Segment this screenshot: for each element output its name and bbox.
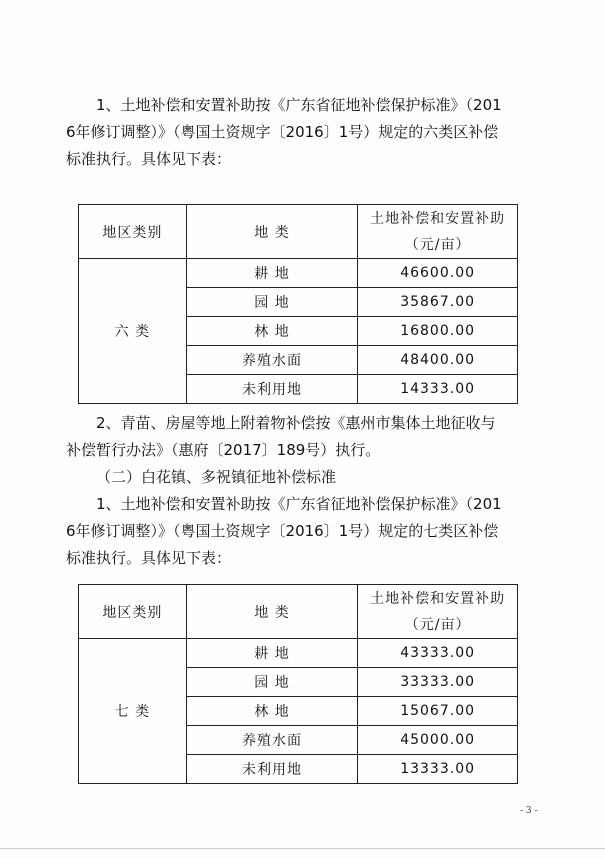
value-cell: 16800.00: [358, 317, 518, 346]
header-landtype: 地 类: [186, 205, 358, 259]
header-landtype: 地 类: [186, 585, 358, 639]
paragraph-line: 标准执行。具体见下表：: [66, 549, 232, 567]
paragraph-line: 补偿暂行办法》（惠府〔2017〕189号）执行。: [66, 441, 381, 459]
page-number: - 3 -: [520, 806, 538, 816]
landtype-cell: 耕 地: [186, 259, 358, 288]
table-header-row: [79, 585, 518, 639]
landtype-cell: 养殖水面: [186, 726, 358, 755]
value-cell: 14333.00: [358, 375, 518, 404]
page-bottom-edge: [0, 848, 605, 849]
header-compensation-title: 土地补偿和安置补助: [370, 590, 506, 607]
paragraph-line: 2、青苗、房屋等地上附着物补偿按《惠州市集体土地征收与: [96, 414, 496, 432]
table-row: [79, 259, 518, 288]
landtype-cell: 未利用地: [186, 755, 358, 784]
paragraph-attachments-and-section-two: [66, 410, 546, 572]
paragraph-line: 6年修订调整）》（粤国土资规字〔2016〕1号）规定的六类区补偿: [66, 123, 499, 141]
value-cell: 45000.00: [358, 726, 518, 755]
landtype-cell: 养殖水面: [186, 346, 358, 375]
value-cell: 33333.00: [358, 668, 518, 697]
landtype-cell: 园 地: [186, 288, 358, 317]
table-header-row: [79, 205, 518, 259]
paragraph-line: 1、土地补偿和安置补助按《广东省征地补偿保护标准》（201: [96, 495, 502, 513]
region-cell: 六 类: [79, 259, 187, 404]
section-heading: （二）白花镇、多祝镇征地补偿标准: [96, 468, 337, 486]
paragraph-line: 6年修订调整）》（粤国土资规字〔2016〕1号）规定的七类区补偿: [66, 522, 499, 540]
landtype-cell: 园 地: [186, 668, 358, 697]
header-region: 地区类别: [79, 205, 187, 259]
value-cell: 48400.00: [358, 346, 518, 375]
header-compensation: [358, 205, 518, 259]
compensation-table-seven: [78, 584, 518, 784]
header-compensation-title: 土地补偿和安置补助: [370, 210, 506, 227]
header-compensation: [358, 585, 518, 639]
compensation-table-six: [78, 204, 518, 404]
header-region: 地区类别: [79, 585, 187, 639]
value-cell: 43333.00: [358, 639, 518, 668]
paragraph-line: 1、土地补偿和安置补助按《广东省征地补偿保护标准》（201: [96, 96, 502, 114]
paragraph-land-compensation-six: [66, 92, 546, 173]
paragraph-line: 标准执行。具体见下表：: [66, 150, 232, 168]
header-compensation-unit: （元/亩）: [404, 616, 471, 633]
table-row: [79, 639, 518, 668]
value-cell: 13333.00: [358, 755, 518, 784]
value-cell: 15067.00: [358, 697, 518, 726]
value-cell: 35867.00: [358, 288, 518, 317]
landtype-cell: 耕 地: [186, 639, 358, 668]
value-cell: 46600.00: [358, 259, 518, 288]
header-compensation-unit: （元/亩）: [404, 236, 471, 253]
landtype-cell: 未利用地: [186, 375, 358, 404]
region-cell: 七 类: [79, 639, 187, 784]
landtype-cell: 林 地: [186, 697, 358, 726]
landtype-cell: 林 地: [186, 317, 358, 346]
